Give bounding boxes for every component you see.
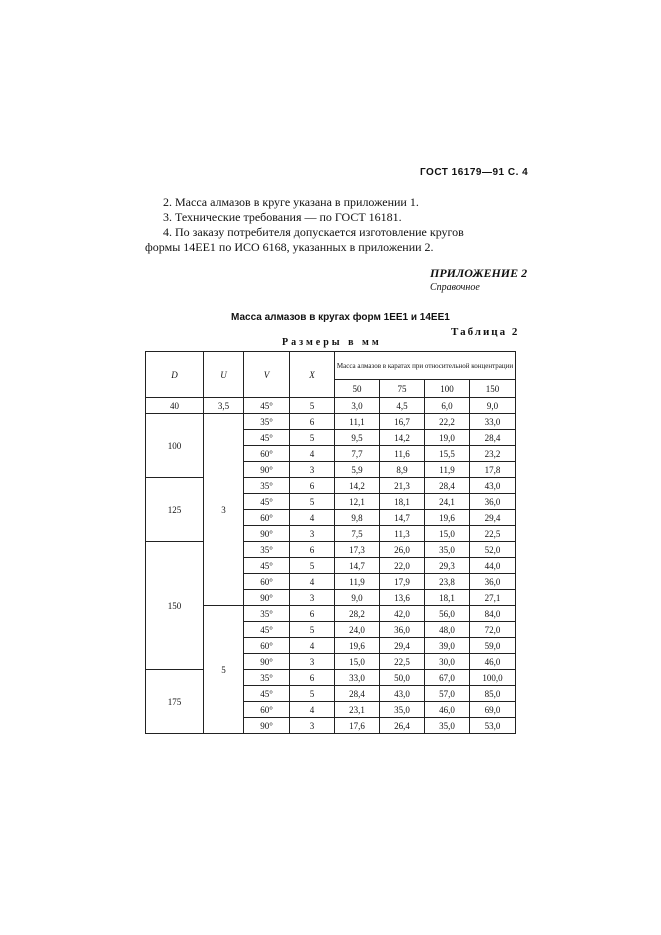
header-conc-100: 100 <box>425 380 470 398</box>
paragraph-3: 3. Технические требования — по ГОСТ 16181. <box>163 210 402 224</box>
cell-m150: 28,4 <box>470 430 516 446</box>
table-number: Таблица 2 <box>451 326 520 338</box>
cell-m75: 18,1 <box>380 494 425 510</box>
header-x: X <box>290 352 335 398</box>
cell-v: 45° <box>244 622 290 638</box>
cell-v: 35° <box>244 414 290 430</box>
cell-m150: 69,0 <box>470 702 516 718</box>
cell-m100: 57,0 <box>425 686 470 702</box>
cell-m100: 24,1 <box>425 494 470 510</box>
cell-m50: 33,0 <box>335 670 380 686</box>
cell-x: 5 <box>290 494 335 510</box>
cell-m150: 23,2 <box>470 446 516 462</box>
paragraph-4-cont: формы 14EE1 по ИСО 6168, указанных в приложении 2. <box>145 240 434 254</box>
cell-m100: 35,0 <box>425 542 470 558</box>
cell-x: 5 <box>290 398 335 414</box>
cell-m75: 22,5 <box>380 654 425 670</box>
cell-m50: 14,2 <box>335 478 380 494</box>
cell-d: 175 <box>146 670 204 734</box>
table-row <box>146 398 516 414</box>
cell-m75: 16,7 <box>380 414 425 430</box>
cell-m150: 36,0 <box>470 574 516 590</box>
cell-x: 6 <box>290 606 335 622</box>
cell-m100: 19,0 <box>425 430 470 446</box>
cell-m100: 6,0 <box>425 398 470 414</box>
cell-m50: 14,7 <box>335 558 380 574</box>
paragraph-2: 2. Масса алмазов в круге указана в приложении 1. <box>163 195 419 209</box>
cell-m75: 26,0 <box>380 542 425 558</box>
table-row <box>146 414 516 430</box>
cell-m50: 3,0 <box>335 398 380 414</box>
cell-v: 45° <box>244 430 290 446</box>
cell-m75: 11,3 <box>380 526 425 542</box>
cell-m75: 8,9 <box>380 462 425 478</box>
cell-u: 3 <box>204 414 244 606</box>
cell-m75: 21,3 <box>380 478 425 494</box>
cell-m100: 15,5 <box>425 446 470 462</box>
cell-x: 4 <box>290 638 335 654</box>
cell-m50: 28,4 <box>335 686 380 702</box>
cell-m50: 24,0 <box>335 622 380 638</box>
cell-m75: 14,7 <box>380 510 425 526</box>
cell-m150: 84,0 <box>470 606 516 622</box>
cell-m50: 17,6 <box>335 718 380 734</box>
cell-m100: 23,8 <box>425 574 470 590</box>
cell-m75: 4,5 <box>380 398 425 414</box>
cell-m100: 28,4 <box>425 478 470 494</box>
cell-d: 125 <box>146 478 204 542</box>
appendix-title: ПРИЛОЖЕНИЕ 2 <box>430 266 528 280</box>
cell-v: 35° <box>244 542 290 558</box>
cell-v: 90° <box>244 718 290 734</box>
cell-v: 35° <box>244 478 290 494</box>
header-v: V <box>244 352 290 398</box>
cell-m75: 36,0 <box>380 622 425 638</box>
cell-v: 90° <box>244 590 290 606</box>
cell-m150: 46,0 <box>470 654 516 670</box>
cell-m50: 7,5 <box>335 526 380 542</box>
cell-m100: 29,3 <box>425 558 470 574</box>
cell-m50: 17,3 <box>335 542 380 558</box>
cell-m150: 22,5 <box>470 526 516 542</box>
cell-x: 6 <box>290 670 335 686</box>
cell-m100: 46,0 <box>425 702 470 718</box>
cell-m150: 33,0 <box>470 414 516 430</box>
cell-x: 5 <box>290 558 335 574</box>
cell-x: 3 <box>290 718 335 734</box>
cell-m75: 43,0 <box>380 686 425 702</box>
cell-x: 5 <box>290 622 335 638</box>
cell-m150: 59,0 <box>470 638 516 654</box>
cell-x: 4 <box>290 574 335 590</box>
cell-m150: 29,4 <box>470 510 516 526</box>
cell-m150: 53,0 <box>470 718 516 734</box>
table-row <box>146 670 516 686</box>
cell-v: 35° <box>244 670 290 686</box>
cell-x: 5 <box>290 686 335 702</box>
cell-m150: 9,0 <box>470 398 516 414</box>
cell-m75: 29,4 <box>380 638 425 654</box>
cell-v: 90° <box>244 526 290 542</box>
cell-x: 6 <box>290 542 335 558</box>
header-d: D <box>146 352 204 398</box>
cell-m150: 36,0 <box>470 494 516 510</box>
cell-v: 60° <box>244 574 290 590</box>
cell-v: 35° <box>244 606 290 622</box>
cell-m75: 17,9 <box>380 574 425 590</box>
paragraph-4: 4. По заказу потребителя допускается изготовление кругов <box>163 225 464 239</box>
cell-m50: 9,0 <box>335 590 380 606</box>
cell-m150: 27,1 <box>470 590 516 606</box>
cell-m50: 12,1 <box>335 494 380 510</box>
cell-m100: 35,0 <box>425 718 470 734</box>
cell-x: 3 <box>290 654 335 670</box>
cell-m150: 17,8 <box>470 462 516 478</box>
cell-m50: 11,1 <box>335 414 380 430</box>
cell-m50: 28,2 <box>335 606 380 622</box>
table-row <box>146 478 516 494</box>
cell-m50: 7,7 <box>335 446 380 462</box>
cell-m100: 19,6 <box>425 510 470 526</box>
page-header: ГОСТ 16179—91 С. 4 <box>420 167 529 178</box>
cell-d: 150 <box>146 542 204 670</box>
cell-m50: 5,9 <box>335 462 380 478</box>
cell-m75: 42,0 <box>380 606 425 622</box>
cell-v: 90° <box>244 462 290 478</box>
cell-v: 60° <box>244 510 290 526</box>
cell-m75: 14,2 <box>380 430 425 446</box>
appendix-subtitle: Справочное <box>430 282 480 293</box>
header-conc-75: 75 <box>380 380 425 398</box>
header-mass: Масса алмазов в каратах при относительной концентрации <box>335 352 516 380</box>
cell-m150: 72,0 <box>470 622 516 638</box>
cell-d: 100 <box>146 414 204 478</box>
cell-m75: 35,0 <box>380 702 425 718</box>
cell-m50: 11,9 <box>335 574 380 590</box>
cell-m150: 43,0 <box>470 478 516 494</box>
cell-m100: 67,0 <box>425 670 470 686</box>
cell-v: 45° <box>244 494 290 510</box>
cell-m50: 9,5 <box>335 430 380 446</box>
cell-m75: 26,4 <box>380 718 425 734</box>
cell-d: 40 <box>146 398 204 414</box>
table-title: Масса алмазов в кругах форм 1EE1 и 14EE1 <box>231 312 450 323</box>
cell-v: 45° <box>244 398 290 414</box>
cell-m100: 22,2 <box>425 414 470 430</box>
cell-v: 60° <box>244 638 290 654</box>
cell-v: 60° <box>244 702 290 718</box>
cell-m50: 23,1 <box>335 702 380 718</box>
cell-m100: 48,0 <box>425 622 470 638</box>
header-conc-150: 150 <box>470 380 516 398</box>
cell-u: 5 <box>204 606 244 734</box>
cell-m75: 22,0 <box>380 558 425 574</box>
cell-m50: 15,0 <box>335 654 380 670</box>
cell-v: 45° <box>244 558 290 574</box>
cell-x: 4 <box>290 446 335 462</box>
cell-m100: 56,0 <box>425 606 470 622</box>
cell-m100: 30,0 <box>425 654 470 670</box>
cell-v: 90° <box>244 654 290 670</box>
cell-m150: 85,0 <box>470 686 516 702</box>
cell-m50: 19,6 <box>335 638 380 654</box>
cell-x: 4 <box>290 510 335 526</box>
cell-m75: 50,0 <box>380 670 425 686</box>
table-row <box>146 542 516 558</box>
cell-m100: 11,9 <box>425 462 470 478</box>
cell-x: 3 <box>290 590 335 606</box>
cell-x: 5 <box>290 430 335 446</box>
cell-u: 3,5 <box>204 398 244 414</box>
cell-v: 60° <box>244 446 290 462</box>
cell-v: 45° <box>244 686 290 702</box>
cell-m75: 13,6 <box>380 590 425 606</box>
table-units: Размеры в мм <box>282 337 382 348</box>
cell-x: 3 <box>290 462 335 478</box>
cell-m150: 52,0 <box>470 542 516 558</box>
cell-x: 4 <box>290 702 335 718</box>
cell-x: 3 <box>290 526 335 542</box>
header-conc-50: 50 <box>335 380 380 398</box>
cell-m50: 9,8 <box>335 510 380 526</box>
mass-table <box>145 351 516 734</box>
header-u: U <box>204 352 244 398</box>
cell-m100: 15,0 <box>425 526 470 542</box>
cell-m150: 44,0 <box>470 558 516 574</box>
cell-x: 6 <box>290 414 335 430</box>
cell-m100: 18,1 <box>425 590 470 606</box>
cell-x: 6 <box>290 478 335 494</box>
cell-m75: 11,6 <box>380 446 425 462</box>
cell-m150: 100,0 <box>470 670 516 686</box>
cell-m100: 39,0 <box>425 638 470 654</box>
